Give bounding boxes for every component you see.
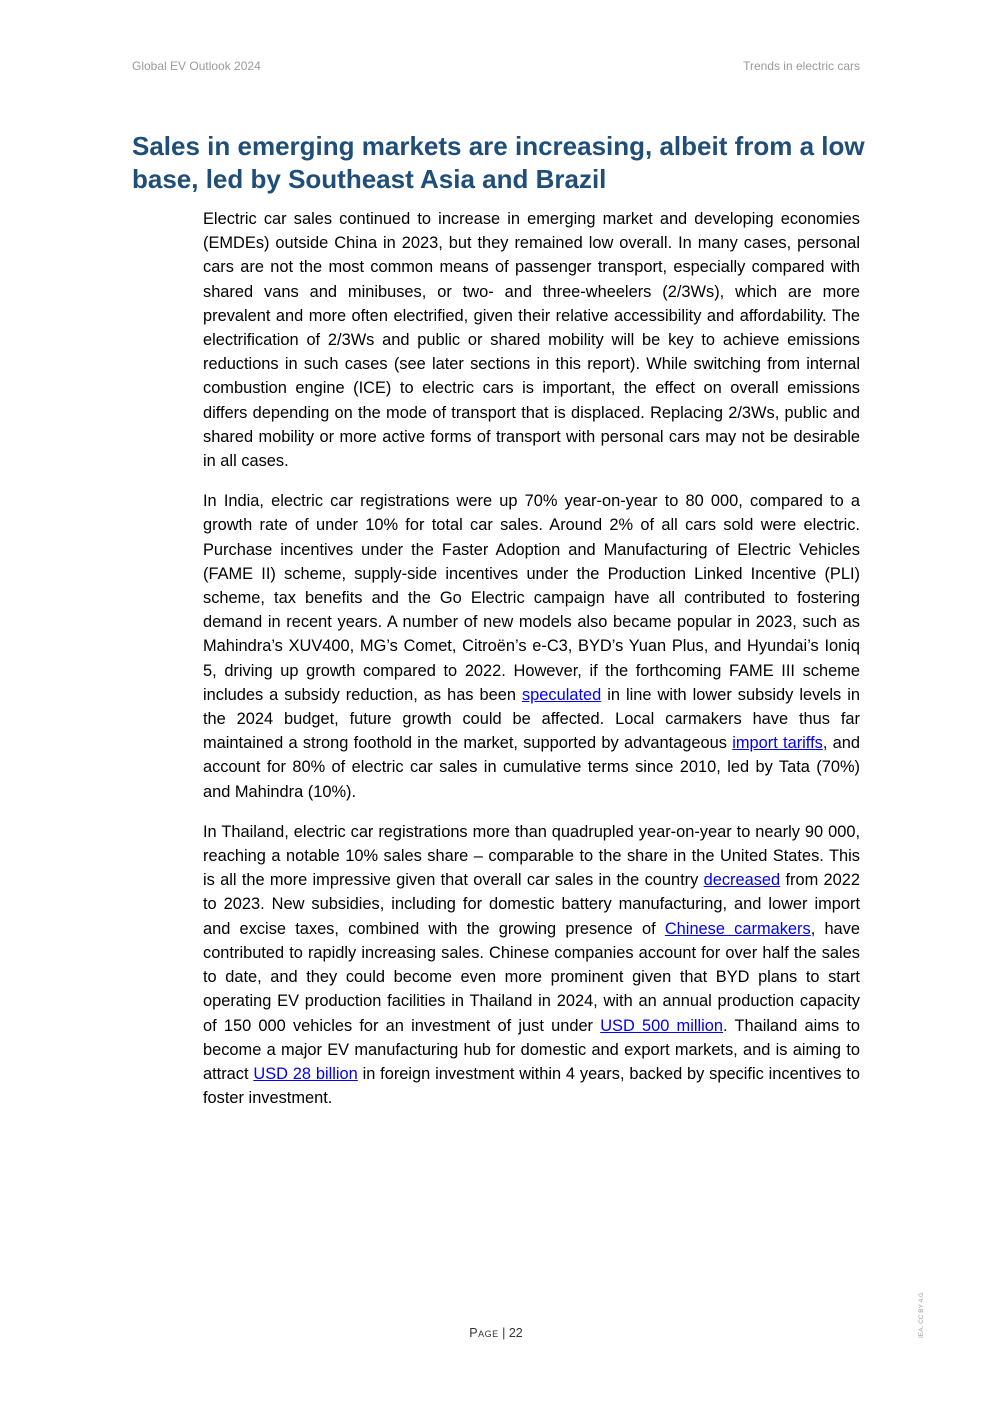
page-label: Page xyxy=(469,1326,499,1340)
link-decreased[interactable]: decreased xyxy=(703,871,781,890)
link-usd-500-million[interactable]: USD 500 million xyxy=(600,1016,724,1035)
link-chinese-carmakers[interactable]: Chinese carmakers xyxy=(664,919,811,938)
page-number-value: 22 xyxy=(508,1326,523,1340)
section-title: Sales in emerging markets are increasing, albeit from a low base, led by Southeast Asia and Brazil xyxy=(132,131,865,194)
report-title: Global EV Outlook 2024 xyxy=(132,59,261,73)
paragraph-text: In Thailand, electric car registrations more than quadrupled year-on-year to nearly 90 000, reaching a notable 10% sales share – comparable to the share in the United States. This is all the more impressive given that overall car sales in the country xyxy=(203,822,860,890)
paragraph-text: , have contributed to rapidly increasing sales. Chinese companies account for over half the sales to date, and they could become even more prominent given that BYD plans to start operating EV production facilities in Thailand in 2024, with an annual production capacity of 150 000 vehicles for an investment of just under xyxy=(203,919,860,1035)
body-text xyxy=(203,207,860,1126)
paragraph-text: , and account for 80% of electric car sales in cumulative terms since 2010, led by Tata (70%) and Mahindra (10%). xyxy=(203,734,860,801)
paragraph-text: in foreign investment within 4 years, backed by specific incentives to foster investment. xyxy=(203,1064,860,1108)
chapter-title: Trends in electric cars xyxy=(743,59,860,73)
paragraph-india xyxy=(203,489,860,804)
paragraph-emdes: Electric car sales continued to increase in emerging market and developing economies (EMDEs) outside China in 2023, but they remained low overall. In many cases, personal cars are not the most common means of passenger transport, especially compared with shared vans and minibuses, or two- and three-wheelers (2/3Ws), which are more prevalent and more often electrified, given their relative accessibility and affordability. The electrification of 2/3Ws and public or shared mobility will be key to achieve emissions reductions in such cases (see later sections in this report). While switching from internal combustion engine (ICE) to electric cars is important, the effect on overall emissions differs depending on the mode of transport that is displaced. Replacing 2/3Ws, public and shared mobility or more active forms of transport with personal cars may not be desirable in all cases. xyxy=(203,210,860,471)
page-number xyxy=(0,1326,992,1340)
license-note: IEA. CC BY 4.0. xyxy=(918,1291,925,1338)
paragraph-text: . Thailand aims to become a major EV manufacturing hub for domestic and export markets, and is aiming to attract xyxy=(203,1016,860,1083)
page-separator: | xyxy=(498,1326,509,1340)
paragraph-thailand xyxy=(203,820,860,1110)
paragraph-text: from 2022 to 2023. New subsidies, including for domestic battery manufacturing, and lower import and excise taxes, combined with the growing presence of xyxy=(203,871,860,938)
link-speculated[interactable]: speculated xyxy=(521,685,602,704)
link-import-tariffs[interactable]: import tariffs xyxy=(732,734,823,753)
paragraph-text: In India, electric car registrations were up 70% year-on-year to 80 000, compared to a growth rate of under 10% for total car sales. Around 2% of all cars sold were electric. Purchase incentives under the Faster Adoption and Manufacturing of Electric Vehicles (FAME II) scheme, supply-side incentives under the Production Linked Incentive (PLI) scheme, tax benefits and the Go Electric campaign have all contributed to fostering demand in recent years. A number of new models also became popular in 2023, such as Mahindra’s XUV400, MG’s Comet, Citroën’s e-C3, BYD’s Yuan Plus, and Hyundai’s Ioniq 5, driving up growth compared to 2022. However, if the forthcoming FAME III scheme includes a subsidy reduction, as has been xyxy=(203,492,860,704)
link-usd-28-billion[interactable]: USD 28 billion xyxy=(253,1064,358,1083)
paragraph-text: in line with lower subsidy levels in the 2024 budget, future growth could be affected. Local carmakers have thus far maintained a strong foothold in the market, supported by advantageous xyxy=(203,685,860,753)
